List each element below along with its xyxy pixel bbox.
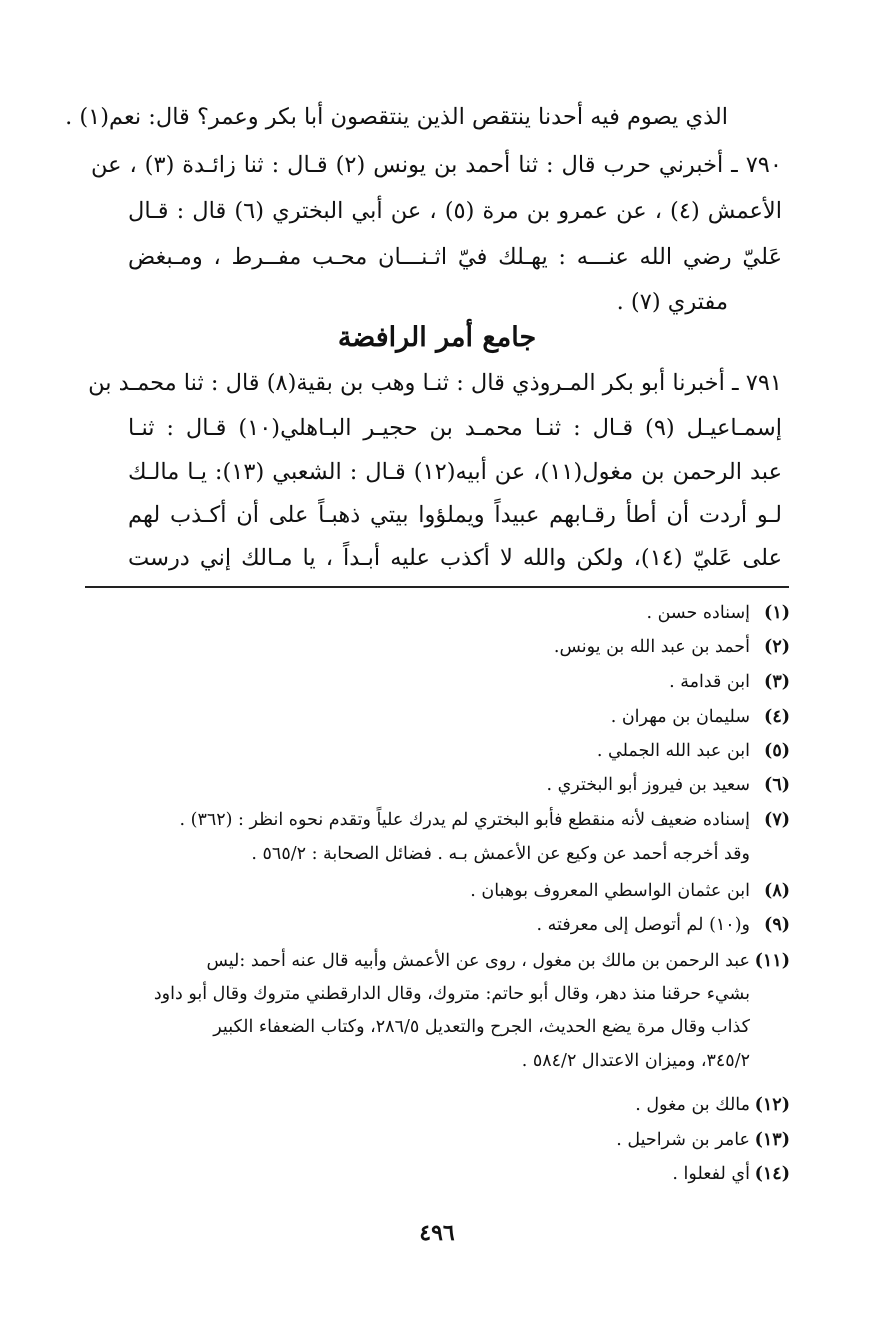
text-line: ٧٩١ ـ أخبرنا أبو بكر المـروذي قال : ثنـا وهب بن بقية(٨) قال : ثنا محمـد بن	[88, 370, 782, 396]
footnote-divider	[85, 586, 789, 588]
footnote-continuation: كذاب وقال مرة يضع الحديث، الجرح والتعديل ٢٨٦/٥، وكتاب الضعفاء الكبير	[213, 1017, 750, 1037]
footnote-text: أي لفعلوا .	[672, 1164, 750, 1184]
footnote-number: (١٣)	[754, 1130, 790, 1150]
footnote	[78, 1126, 790, 1154]
text-line: مفتري (٧) .	[616, 289, 728, 315]
footnote-continuation: بشيء حرقنا منذ دهر، وقال أبو حاتم: متروك، وقال الدارقطني متروك وقال أبو داود	[153, 984, 750, 1004]
footnote	[78, 599, 790, 627]
footnote-text: ابن عبد الله الجملي .	[596, 741, 750, 761]
footnote-text: إسناده حسن .	[646, 603, 750, 623]
footnote-text: إسناده ضعيف لأنه منقطع فأبو البختري لم يدرك علياً وتقدم نحوه انظر : (٣٦٢) .	[179, 810, 750, 830]
footnote-continuation: ٣٤٥/٢، وميزان الاعتدال ٥٨٤/٢ .	[521, 1051, 750, 1071]
footnote-number: (١)	[764, 603, 790, 623]
footnote-number: (١٤)	[754, 1164, 790, 1184]
footnote	[78, 703, 790, 731]
footnote	[78, 947, 790, 975]
footnote-number: (٣)	[764, 672, 790, 692]
footnote	[78, 633, 790, 661]
footnote-text: سعيد بن فيروز أبو البختري .	[546, 775, 750, 795]
footnote-number: (٦)	[764, 775, 790, 795]
footnote-number: (٢)	[764, 637, 790, 657]
text-line: عَليّ رضي الله عنـــه : يهـلك فيّ اثـنـــان محـب مفــرط ، ومـبغض	[128, 244, 782, 270]
footnote-text: مالك بن مغول .	[635, 1095, 750, 1115]
text-line: ٧٩٠ ـ أخبرني حرب قال : ثنا أحمد بن يونس (٢) قـال : ثنا زائـدة (٣) ، عن	[91, 152, 782, 178]
footnote-text: ابن عثمان الواسطي المعروف بوهبان .	[470, 881, 750, 901]
footnote-text: أحمد بن عبد الله بن يونس.	[553, 637, 750, 657]
footnote	[78, 1091, 790, 1119]
footnote-text: سليمان بن مهران .	[610, 707, 750, 727]
footnote	[78, 1160, 790, 1188]
footnote-number: (٥)	[764, 741, 790, 761]
footnote-number: (٩)	[764, 915, 790, 935]
footnote	[78, 877, 790, 905]
footnote	[78, 771, 790, 799]
text-line: عبد الرحمن بن مغول(١١)، عن أبيه(١٢) قـال : الشعبي (١٣): يـا مالـك	[128, 459, 782, 485]
footnote-number: (١١)	[754, 951, 790, 971]
text-line: إسمـاعيـل (٩) قـال : ثنـا محمـد بن حجيـر البـاهلي(١٠) قـال : ثنـا	[128, 415, 782, 441]
footnote	[78, 911, 790, 939]
text-line: على عَليّ (١٤)، ولكن والله لا أكذب عليه أبـداً ، يا مـالك إني درست	[128, 545, 783, 571]
footnote-text: ابن قدامة .	[669, 672, 750, 692]
footnote-text: عبد الرحمن بن مالك بن مغول ، روى عن الأعمش وأبيه قال عنه أحمد :ليس	[206, 951, 750, 971]
section-heading: جامع أمر الرافضة	[337, 322, 537, 353]
footnote-number: (٧)	[764, 810, 790, 830]
footnote-number: (٤)	[764, 707, 790, 727]
footnote	[78, 806, 790, 834]
footnote-continuation: وقد أخرجه أحمد عن وكيع عن الأعمش بـه . فضائل الصحابة : ٥٦٥/٢ .	[251, 844, 750, 864]
footnote-text: و(١٠) لم أتوصل إلى معرفته .	[536, 915, 750, 935]
footnote-number: (٨)	[764, 881, 790, 901]
footnote-number: (١٢)	[754, 1095, 790, 1115]
text-line: لـو أردت أن أطأ رقـابهم عبيداً ويملؤوا بيتي ذهبـاً على أن أكـذب لهم	[128, 502, 782, 528]
footnote	[78, 737, 790, 765]
text-line: الذي يصوم فيه أحدنا ينتقص الذين ينتقصون أبا بكر وعمر؟ قال: نعم(١) .	[65, 104, 728, 130]
footnote-text: عامر بن شراحيل .	[616, 1130, 750, 1150]
text-line: الأعمش (٤) ، عن عمرو بن مرة (٥) ، عن أبي البختري (٦) قال : قـال	[128, 198, 782, 224]
page-number: ٤٩٦	[419, 1220, 455, 1246]
footnote	[78, 668, 790, 696]
